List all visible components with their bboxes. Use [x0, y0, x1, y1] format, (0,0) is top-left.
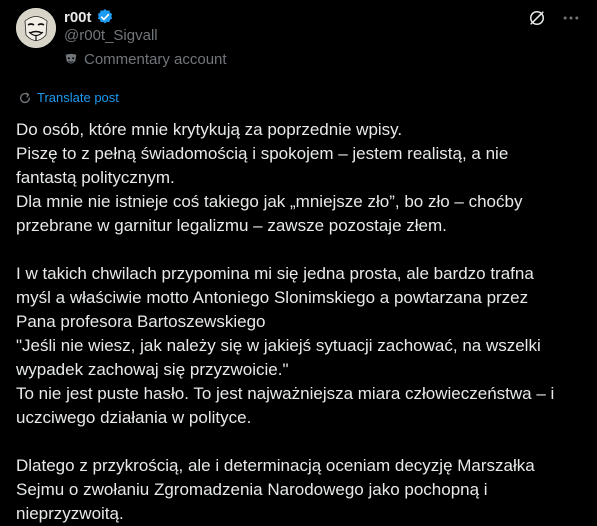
paragraph-gap — [16, 238, 576, 262]
post-line: Do osób, które mnie krytykują za poprzednie wpisy. — [16, 120, 403, 139]
more-icon[interactable] — [561, 8, 581, 28]
post-line: To nie jest puste hasło. To jest najważniejsza miara człowieczeństwa – i — [16, 384, 555, 403]
paragraph-gap — [16, 430, 576, 454]
post-line: myśl a właściwie motto Antoniego Slonimskiego a powtarzana przez — [16, 288, 529, 307]
translate-post-link[interactable] — [18, 90, 119, 105]
post-line: nieprzyzwoitą. — [16, 504, 124, 523]
post-line: przebrane w garnitur legalizmu – zawsze pozostaje złem. — [16, 216, 447, 235]
author-handle[interactable]: @r00t_Sigvall — [64, 27, 158, 44]
author-name-row — [64, 8, 114, 26]
post-line: Piszę to z pełną świadomością i spokojem – jestem realistą, a nie — [16, 144, 509, 163]
translate-icon — [18, 91, 32, 105]
commentary-text: Commentary account — [84, 51, 227, 68]
post-text — [16, 118, 576, 526]
avatar[interactable] — [16, 8, 56, 48]
commentary-mask-icon — [64, 53, 78, 67]
post-paragraph-1 — [16, 118, 576, 238]
post-line: Pana profesora Bartoszewskiego — [16, 312, 266, 331]
post-line: I w takich chwilach przypomina mi się jedna prosta, ale bardzo trafna — [16, 264, 534, 283]
post-line: Sejmu o zwołaniu Zgromadzenia Narodowego jako pochopną i — [16, 480, 488, 499]
author-name[interactable]: r00t — [64, 8, 92, 26]
post-line: "Jeśli nie wiesz, jak należy się w jakiejś sytuacji zachować, na wszelki — [16, 336, 541, 355]
commentary-label[interactable] — [64, 51, 227, 68]
post-line: Dla mnie nie istnieje coś takiego jak „mniejsze zło”, bo zło – choćby — [16, 192, 523, 211]
avatar-mask-icon — [16, 8, 56, 48]
post-paragraph-3 — [16, 454, 576, 526]
post-line: uczciwego działania w polityce. — [16, 408, 252, 427]
post-line: wypadek zachowaj się przyzwoicie." — [16, 360, 289, 379]
post-paragraph-2 — [16, 262, 576, 430]
post-header-actions — [527, 8, 581, 28]
translate-label: Translate post — [37, 90, 119, 105]
post-line: Dlatego z przykrością, ale i determinacją oceniam decyzję Marszałka — [16, 456, 535, 475]
post-line: fantastą politycznym. — [16, 168, 175, 187]
verified-badge-icon[interactable] — [96, 8, 114, 26]
grok-icon[interactable] — [527, 8, 547, 28]
